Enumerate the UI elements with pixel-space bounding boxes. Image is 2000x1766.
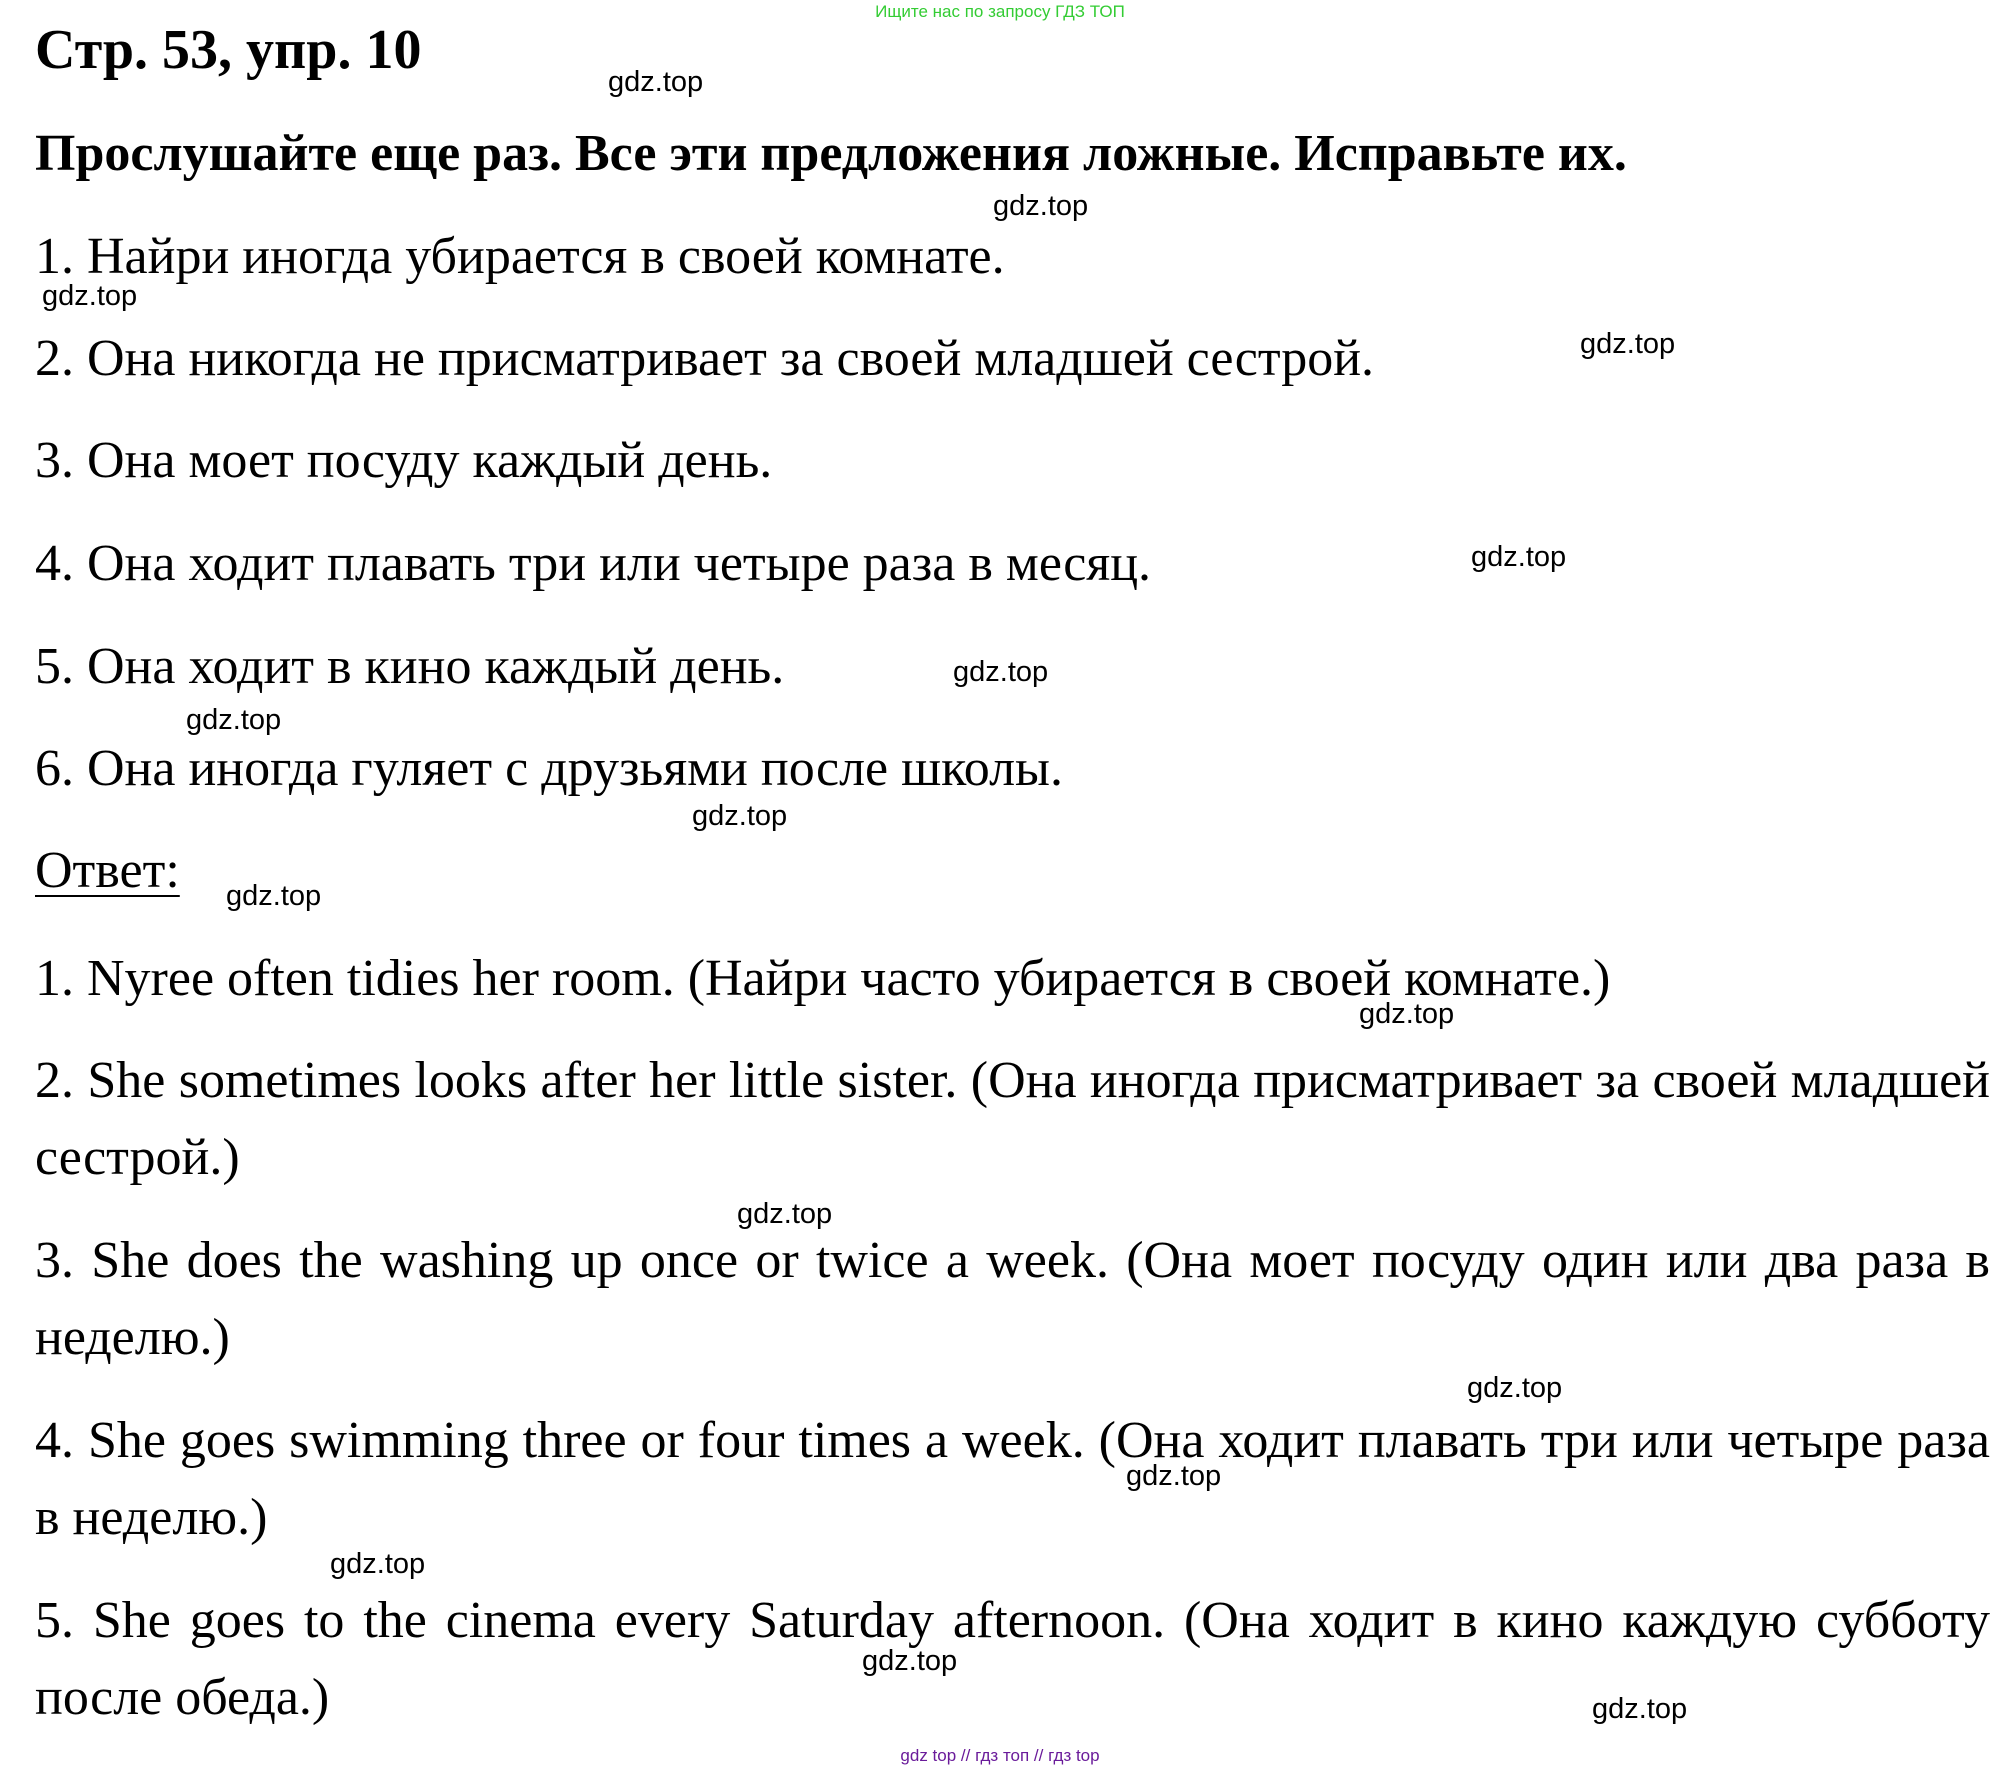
task-statement: 4. Она ходит плавать три или четыре раза в месяц.	[35, 535, 1152, 592]
watermark: gdz.top	[608, 66, 704, 98]
task-statement: 2. Она никогда не присматривает за своей младшей сестрой.	[35, 330, 1375, 387]
watermark: gdz.top	[953, 656, 1049, 688]
answer-item: 1. Nyree often tidies her room. (Найри часто убирается в своей комнате.)	[35, 950, 1611, 1007]
watermark: gdz.top	[1467, 1372, 1563, 1404]
answer-item: 5. She goes to the cinema every Saturday afternoon. (Она ходит в кино каждую субботу после обеда.)	[35, 1592, 1990, 1726]
watermark: gdz.top	[1359, 998, 1455, 1030]
watermark: gdz.top	[1471, 541, 1567, 573]
watermark: gdz.top	[42, 280, 138, 312]
footer-links: gdz top // гдз топ // гдз top	[900, 1746, 1100, 1765]
watermark: gdz.top	[862, 1645, 958, 1677]
task-statement: 1. Найри иногда убирается в своей комнате.	[35, 228, 1005, 285]
watermark: gdz.top	[1126, 1460, 1222, 1492]
task-statement: 6. Она иногда гуляет с друзьями после школы.	[35, 740, 1063, 797]
answer-item: 2. She sometimes looks after her little sister. (Она иногда присматривает за своей младшей сестрой.)	[35, 1052, 1990, 1186]
page-heading: Стр. 53, упр. 10	[35, 19, 422, 81]
watermark: gdz.top	[1580, 328, 1676, 360]
answer-item: 3. She does the washing up once or twice a week. (Она моет посуду один или два раза в неделю.)	[35, 1232, 1990, 1366]
watermark: gdz.top	[993, 190, 1089, 222]
watermark: gdz.top	[737, 1198, 833, 1230]
top-banner: Ищите нас по запросу ГДЗ ТОП	[875, 2, 1125, 21]
task-statement: 5. Она ходит в кино каждый день.	[35, 638, 785, 695]
answer-label: Ответ:	[35, 842, 180, 899]
watermark: gdz.top	[692, 800, 788, 832]
answer-item: 4. She goes swimming three or four times a week. (Она ходит плавать три или четыре раза в неделю.)	[35, 1412, 1990, 1546]
exercise-instruction: Прослушайте еще раз. Все эти предложения ложные. Исправьте их.	[35, 125, 1627, 182]
task-statement: 3. Она моет посуду каждый день.	[35, 432, 773, 489]
watermark: gdz.top	[330, 1548, 426, 1580]
watermark: gdz.top	[186, 704, 282, 736]
watermark: gdz.top	[1592, 1693, 1688, 1725]
watermark: gdz.top	[226, 880, 322, 912]
